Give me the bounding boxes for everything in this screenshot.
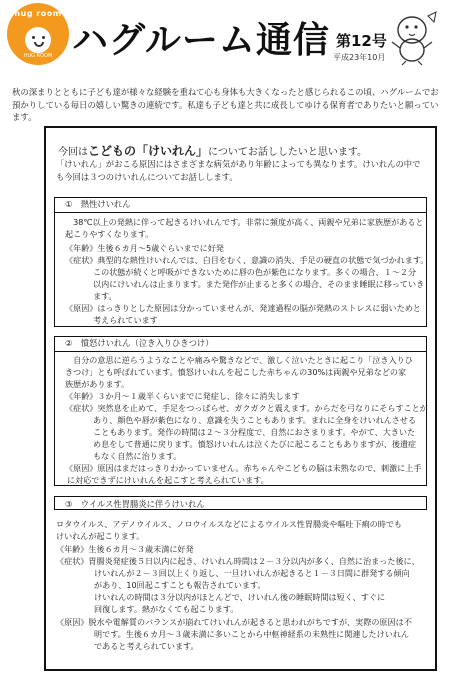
- section-line: 考えられています: [93, 315, 158, 325]
- eye-icon: [42, 36, 45, 39]
- section-line: きつけ」とも呼ばれています。憤怒けいれんを起こした赤ちゃんの30%は両親や兄弟などの家: [65, 367, 407, 377]
- section-line: 《症状》典型的な熱性けいれんでは、白目をむく、意識の消失、手足の硬直の状態で気づかれます。: [65, 255, 429, 265]
- lead-post: についてお話ししたいと思います。: [208, 147, 368, 158]
- section-line: ます。: [93, 291, 117, 301]
- section-line: 起こりやすくなります。: [65, 229, 154, 239]
- section-line: けいれんが２－３回以上くり返し、一旦けいれんが起きると１－３日間に群発する傾向: [94, 568, 410, 578]
- section-line: 《症状》胃腸炎発症後５日以内に起き、けいれん時間は２－３分以内が多く、自然に治まった後に、: [56, 556, 420, 566]
- newsletter-title: ハグルーム通信: [72, 20, 330, 61]
- section-line: こともあります。発作の時間は２～３分程度で、自然におさまります。やがて、大きいた: [93, 427, 416, 437]
- lead-topic: こどもの「けいれん」: [88, 144, 209, 158]
- section-line: 自分の意思に逆らうようなことや痛みや驚きなどで、激しく泣いたときに起こり「泣き入りひ: [65, 355, 413, 365]
- smiley-face-icon: [23, 25, 53, 55]
- section-line: 《原因》脱水や電解質のバランスが崩れてけいれんが起きると思われがちですが、実際の原因は不: [56, 617, 412, 627]
- eye-icon: [32, 36, 35, 39]
- lead-body: 「けいれん」がおこる原因にはさまざまな病気があり年齢によっても異なります。けいれんの中でも今回は３つのけいれんについてお話しします。: [56, 159, 421, 182]
- section-febrile-seizure: [54, 197, 427, 327]
- section-line: あり、顔色や唇が紫色になり、意識を失うこともあります。まれに全身をけいれんさせる: [93, 415, 417, 425]
- heading-divider: [55, 212, 426, 213]
- section-line: けいれんの時間は３分以内がほとんどで、けいれん後の睡眠時間は短く、すぐに: [94, 592, 386, 602]
- section-heading: ③ ウイルス性胃腸炎に伴うけいれん: [65, 499, 205, 509]
- section-line: 《年齢》生後６カ月～5歳ぐらいまでに好発: [65, 243, 224, 253]
- lead-sentence: [58, 142, 367, 159]
- section-line: 《原因》原因はまだはっきりわかっていません。赤ちゃんやこどもの脳は未熟なので、刺激に上手: [65, 463, 422, 473]
- mouth-icon: [34, 42, 44, 47]
- section-line: 《年齢》３か月～１歳半くらいまでに発症し、徐々に消失します: [65, 391, 300, 401]
- issue-date: 平成23年10月: [333, 53, 386, 62]
- section-line: 《原因》はっきりとした原因は分かっていませんが、発達過程の脳が発熱のストレスに弱いためと: [65, 303, 421, 313]
- section-line: ロタウイルス、アデノウイルス、ノロウイルスなどによるウイルス性胃腸炎や嘔吐下痢の時でも: [56, 519, 403, 529]
- section-line: もなく自然に治ります。: [93, 451, 182, 461]
- logo-subtext: HUG ROOM: [23, 53, 53, 59]
- section-line: 以内にけいれんは止まります。また発作が止まると多くの場合、そのまま睡眠に移っていき: [93, 279, 425, 289]
- intro-paragraph: 秋の深まりとともに子ども達が様々な経験を重ねて心も身体も大きくなったと感じられるこの頃、ハグルームでお預かりしている毎日の嬉しい驚きの連続です。私達も子ども達と共に成長してゆける保育者でありたいと願っています。: [12, 87, 439, 123]
- section-line: けいれんが起こります。: [56, 531, 145, 541]
- section-line: に対応できずにけいれんを起こすと考えられています。: [67, 475, 269, 485]
- section-viral-gastroenteritis-heading: [54, 496, 427, 510]
- hug-room-logo: [7, 3, 69, 65]
- logo-text: hug room: [14, 9, 62, 18]
- section-heading: ① 熱性けいれん: [65, 199, 131, 209]
- section-heading: ② 憤怒けいれん（泣き入りひきつけ）: [65, 338, 214, 348]
- section-line: 《症状》突然息を止めて、手足をつっぱらせ、ガクガクと震えます。からだを弓なりにそらすことが: [65, 403, 428, 413]
- section-line: 38℃以上の発熱に伴って起きるけいれんです。非常に頻度が高く、両親や兄弟に家族歴があると: [65, 217, 424, 227]
- section-line: この状態が続くと呼吸ができないために唇の色が紫色になります。多くの場合、１～２分: [93, 267, 417, 277]
- section-line: 明です。生後６カ月～３歳未満に多いことから中枢神経系の未熟性に関連したけいれん: [94, 629, 410, 639]
- bird-mascot-icon: [388, 8, 440, 66]
- article-frame: [44, 126, 437, 671]
- lead-pre: 今回は: [58, 147, 88, 158]
- section-line: 回復します。熱がなくても起こります。: [94, 604, 239, 614]
- section-line: があり、10回起こすことも報告されています。: [94, 580, 266, 590]
- section-line: 族歴があります。: [65, 379, 130, 389]
- section-line: 《年齢》生後６カ月～３歳未満に好発: [56, 544, 194, 554]
- issue-number: 第12号: [336, 32, 387, 50]
- heading-divider: [55, 351, 426, 352]
- section-breath-holding-spell: [54, 336, 427, 486]
- section-line: であると考えられています。: [94, 641, 199, 651]
- section-line: め息をして普通に戻ります。憤怒けいれんは泣くたびに起こることもありますが、後遺症: [93, 439, 417, 449]
